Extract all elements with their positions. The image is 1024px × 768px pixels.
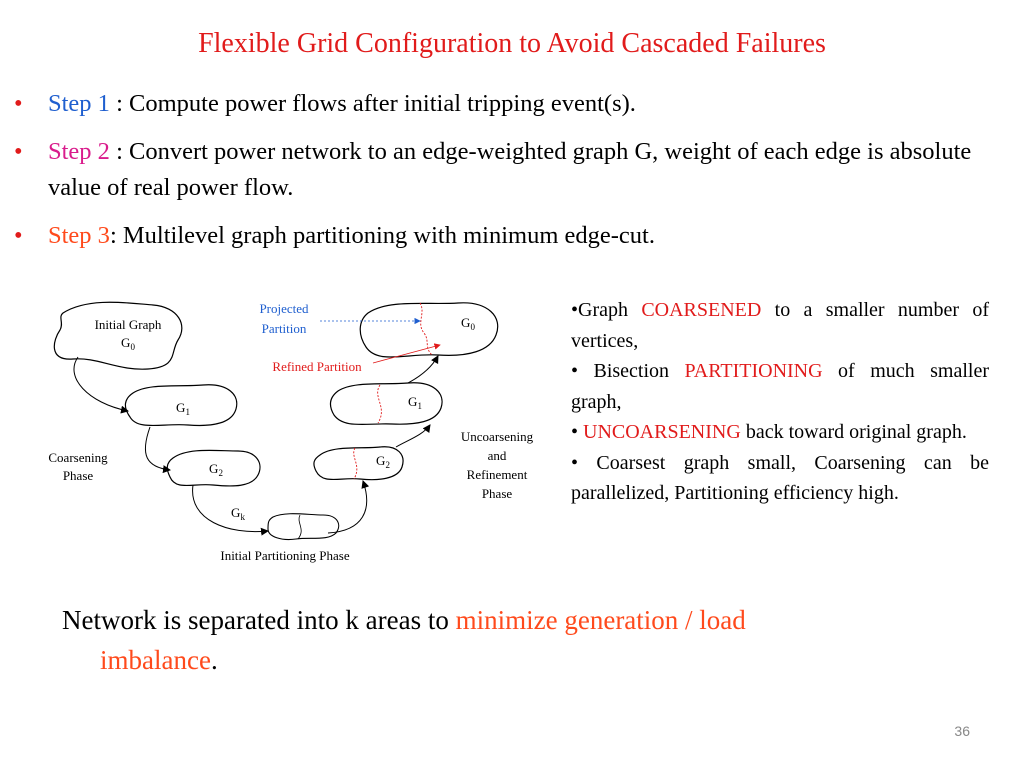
refined-g0-blob <box>360 303 497 357</box>
step-list <box>14 86 984 266</box>
initial-graph-g0: $G_0$ <box>121 335 135 352</box>
multilevel-partitioning-diagram <box>28 295 558 580</box>
slide-title: Flexible Grid Configuration to Avoid Cascaded Failures <box>198 28 826 59</box>
coarsening-phase-label-2: Phase <box>62 468 94 483</box>
step-1-item <box>14 86 984 122</box>
step-1-text: : Compute power flows after initial tripping event(s). <box>109 90 636 117</box>
refined-g0-label: $G_0$ <box>461 315 475 332</box>
uncoarsening-label-4: Phase <box>481 486 513 501</box>
step-2-item <box>14 134 984 206</box>
coarsening-phase-label-1: Coarsening <box>48 450 108 465</box>
conclusion-text: Network is separated into k areas to minimize generation / load imbalance. <box>62 600 962 680</box>
refined-g2-label: $G_2$ <box>376 453 390 470</box>
uncoarsening-label-1: Uncoarsening <box>460 429 534 444</box>
projected-label-2: Partition <box>261 321 307 336</box>
page-number: 36 <box>954 723 970 739</box>
coarsest-gk-blob <box>268 514 339 540</box>
step-1-label: Step 1 <box>48 90 110 117</box>
projected-label-1: Projected <box>259 301 309 316</box>
uncoarsen-arrow-3 <box>408 356 438 383</box>
coarsen-arrow-2 <box>145 427 170 470</box>
uncoarsening-label-2: and <box>487 448 507 463</box>
step-2-text: : Convert power network to an edge-weighted graph G, weight of each edge is absolute value of real power flow. <box>48 138 972 201</box>
method-notes <box>571 295 989 509</box>
step-3-label: Step 3 <box>48 222 110 249</box>
uncoarsen-arrow-2 <box>396 425 430 447</box>
bullet-marker: • <box>14 138 23 165</box>
coarse-g1-label: $G_1$ <box>176 400 190 417</box>
bullet-marker: • <box>14 90 23 117</box>
step-3-item <box>14 218 984 254</box>
refined-partition-label: Refined Partition <box>272 359 362 374</box>
step-2-label: Step 2 <box>48 138 110 165</box>
refined-g1-label: $G_1$ <box>408 394 422 411</box>
initial-graph-blob <box>54 302 182 369</box>
note-efficiency: • Coarsest graph small, Coarsening can be parallelized, Partitioning efficiency high. <box>571 451 989 504</box>
uncoarsening-label-3: Refinement <box>466 467 528 482</box>
conclusion-continuation: imbalance. <box>100 645 218 675</box>
coarsest-gk-label: $G_k$ <box>231 505 245 522</box>
bullet-marker: • <box>14 222 23 249</box>
initial-graph-label: Initial Graph <box>94 317 162 332</box>
initial-partitioning-label: Initial Partitioning Phase <box>220 548 350 563</box>
coarse-g2-label: $G_2$ <box>209 461 223 478</box>
note-uncoarsening: • UNCOARSENING back toward original graph. <box>571 421 967 443</box>
refined-g1-blob <box>331 383 443 425</box>
note-coarsened: •Graph COARSENED to a smaller number of vertices, <box>571 299 989 352</box>
note-partitioning: • Bisection PARTITIONING of much smaller graph, <box>571 360 989 413</box>
step-3-text: : Multilevel graph partitioning with minimum edge-cut. <box>109 222 655 249</box>
